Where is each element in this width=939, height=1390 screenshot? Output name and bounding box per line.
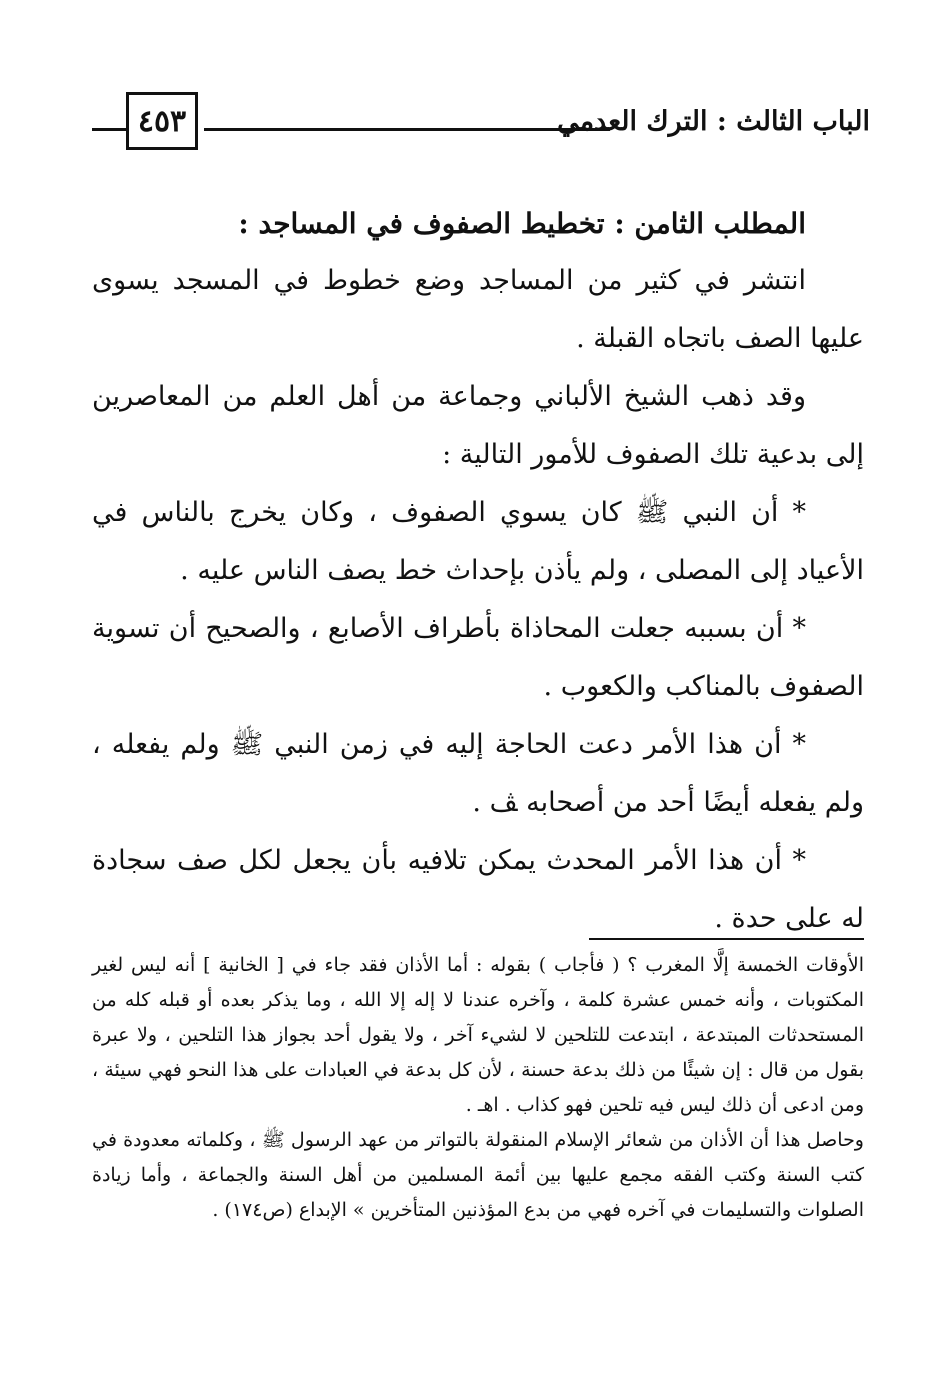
bullet-point: * أن هذا الأمر دعت الحاجة إليه في زمن النبي ﷺ ولم يفعله ، ولم يفعله أيضًا أحد من أصحابه ﭫ .: [92, 729, 864, 818]
page-header: [92, 92, 870, 156]
page-number: ٤٥٣: [126, 92, 198, 150]
bullet-point: * أن بسببه جعلت المحاذاة بأطراف الأصابع ، والصحيح أن تسوية الصفوف بالمناكب والكعوب .: [92, 613, 864, 702]
bullet-point: * أن هذا الأمر المحدث يمكن تلافيه بأن يجعل لكل صف سجادة له على حدة .: [92, 845, 864, 934]
header-rule: [204, 128, 610, 131]
section-title: المطلب الثامن : تخطيط الصفوف في المساجد :: [238, 207, 806, 240]
main-text: [92, 196, 864, 948]
paragraph: انتشر في كثير من المساجد وضع خطوط في المسجد يسوى عليها الصف باتجاه القبلة .: [92, 265, 864, 354]
paragraph: وقد ذهب الشيخ الألباني وجماعة من أهل العلم من المعاصرين إلى بدعية تلك الصفوف للأمور التالية :: [92, 381, 864, 470]
header-rule-left: [92, 128, 126, 131]
footnote-text: وحاصل هذا أن الأذان من شعائر الإسلام المنقولة بالتواتر من عهد الرسول ﷺ ، وكلماته معدودة في كتب السنة وكتب الفقه مجمع عليها بين أئمة المسلمين من أهل السنة والجماعة ، وأما زيادة الصلوات والتسليمات في آخره فهي من بدع المؤذنين المتأخرين » الإبداع (ص١٧٤) .: [92, 1129, 864, 1221]
footnotes: [92, 948, 864, 1228]
chapter-title: الباب الثالث : الترك العدمي: [557, 106, 870, 137]
footnote-text: الأوقات الخمسة إلَّا المغرب ؟ ( فأجاب ) بقوله : أما الأذان فقد جاء في [ الخانية ] أنه ليس لغير المكتوبات ، وأنه خمس عشرة كلمة ، وآخره عندنا لا إله إلا الله ، وما يذكر بعده أو قبله كله من المستحدثات المبتدعة ، ابتدعت للتلحين لا لشيء آخر ، ولا يقول أحد بجواز هذا التلحين ، ولا عبرة بقول من قال : إن شيئًا من ذلك بدعة حسنة ، لأن كل بدعة في العبادات على هذا النحو فهي سيئة ، ومن ادعى أن ذلك ليس فيه تلحين فهو كذاب . اهـ .: [92, 954, 864, 1116]
footnote-separator: [589, 938, 864, 940]
bullet-point: * أن النبي ﷺ كان يسوي الصفوف ، وكان يخرج بالناس في الأعياد إلى المصلى ، ولم يأذن بإحداث خط يصف الناس عليه .: [92, 497, 864, 586]
